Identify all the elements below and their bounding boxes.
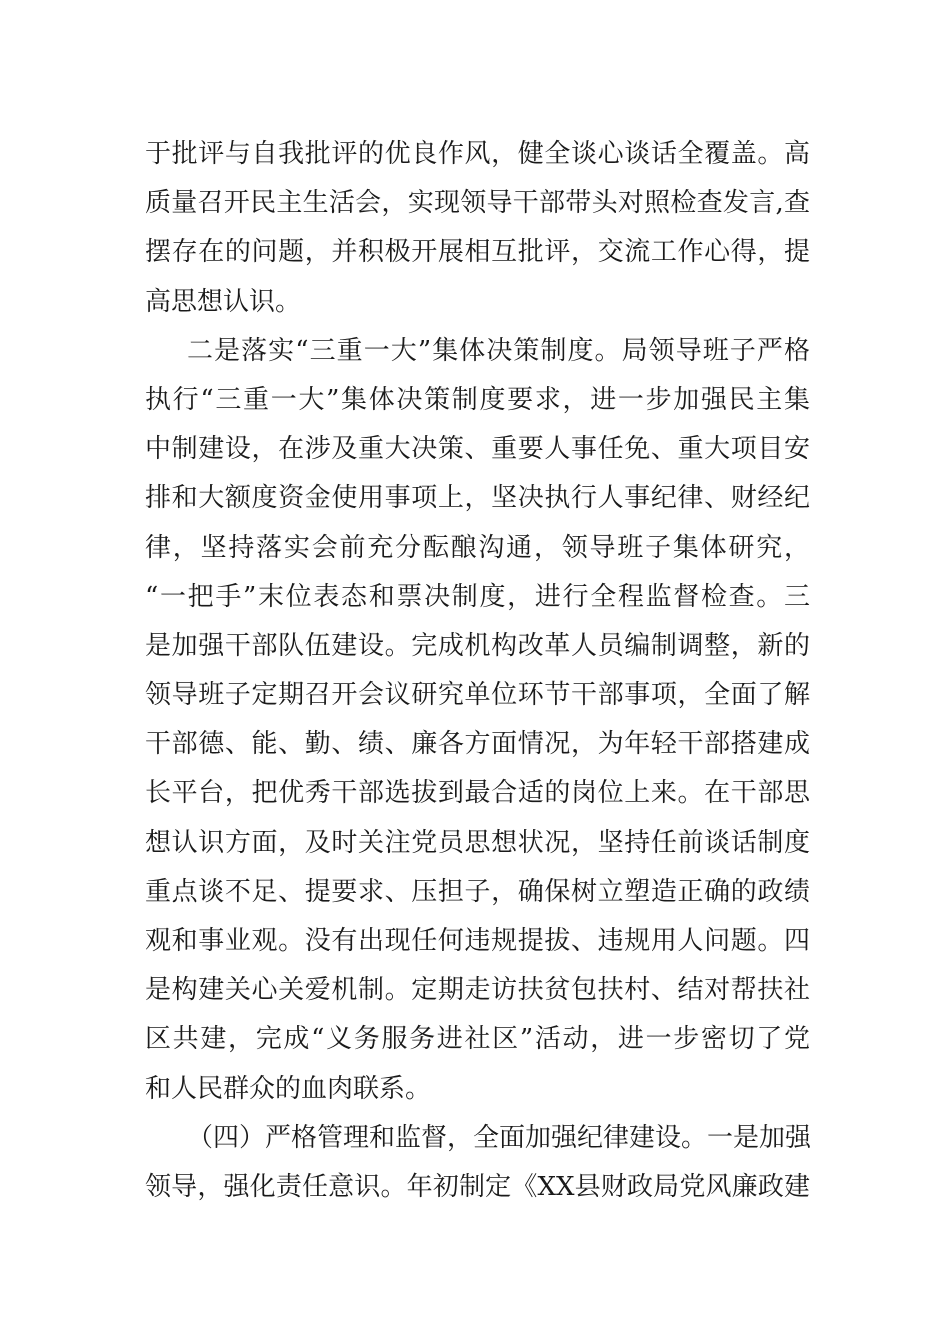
- text-line: 区共建，完成“义务服务进社区”活动，进一步密切了党: [145, 1024, 810, 1055]
- text-line: 是加强干部队伍建设。完成机构改革人员编制调整，新的: [145, 630, 810, 661]
- text-line: 质量召开民主生活会，实现领导干部带头对照检查发言,查: [145, 188, 810, 219]
- text-line: 领导班子定期召开会议研究单位环节干部事项，全面了解: [145, 680, 810, 711]
- text-line: 摆存在的问题，并积极开展相互批评，交流工作心得，提: [145, 237, 810, 268]
- text-line: 执行“三重一大”集体决策制度要求，进一步加强民主集: [145, 384, 810, 415]
- text-line: 长平台，把优秀干部选拔到最合适的岗位上来。在干部思: [145, 778, 810, 809]
- text-line: 排和大额度资金使用事项上，坚决执行人事纪律、财经纪: [145, 483, 810, 514]
- text-line: “一把手”末位表态和票决制度，进行全程监督检查。三: [145, 581, 810, 612]
- text-line: 于批评与自我批评的优良作风，健全谈心谈话全覆盖。高: [145, 139, 810, 169]
- text-line: 重点谈不足、提要求、压担子，确保树立塑造正确的政绩: [145, 876, 810, 907]
- text-line: 观和事业观。没有出现任何违规提拔、违规用人问题。四: [145, 926, 810, 956]
- text-line: 律，坚持落实会前充分酝酿沟通，领导班子集体研究，: [145, 532, 810, 563]
- text-line: 高思想认识。: [145, 286, 302, 317]
- text-line: 领导，强化责任意识。年初制定《XX县财政局党风廉政建: [145, 1171, 810, 1202]
- text-line: 干部德、能、勤、绩、廉各方面情况，为年轻干部搭建成: [145, 729, 810, 760]
- body-text: [145, 130, 810, 1212]
- text-line: 想认识方面，及时关注党员思想状况，坚持任前谈话制度: [145, 827, 810, 858]
- text-line: 中制建设，在涉及重大决策、重要人事任免、重大项目安: [145, 434, 810, 465]
- paragraph-first-line: 二是落实“三重一大”集体决策制度。局领导班子严格: [187, 335, 810, 366]
- paragraph-first-line: （四）严格管理和监督，全面加强纪律建设。一是加强: [187, 1122, 812, 1153]
- text-line: 是构建关心关爱机制。定期走访扶贫包扶村、结对帮扶社: [145, 975, 810, 1006]
- text-line: 和人民群众的血肉联系。: [145, 1073, 432, 1104]
